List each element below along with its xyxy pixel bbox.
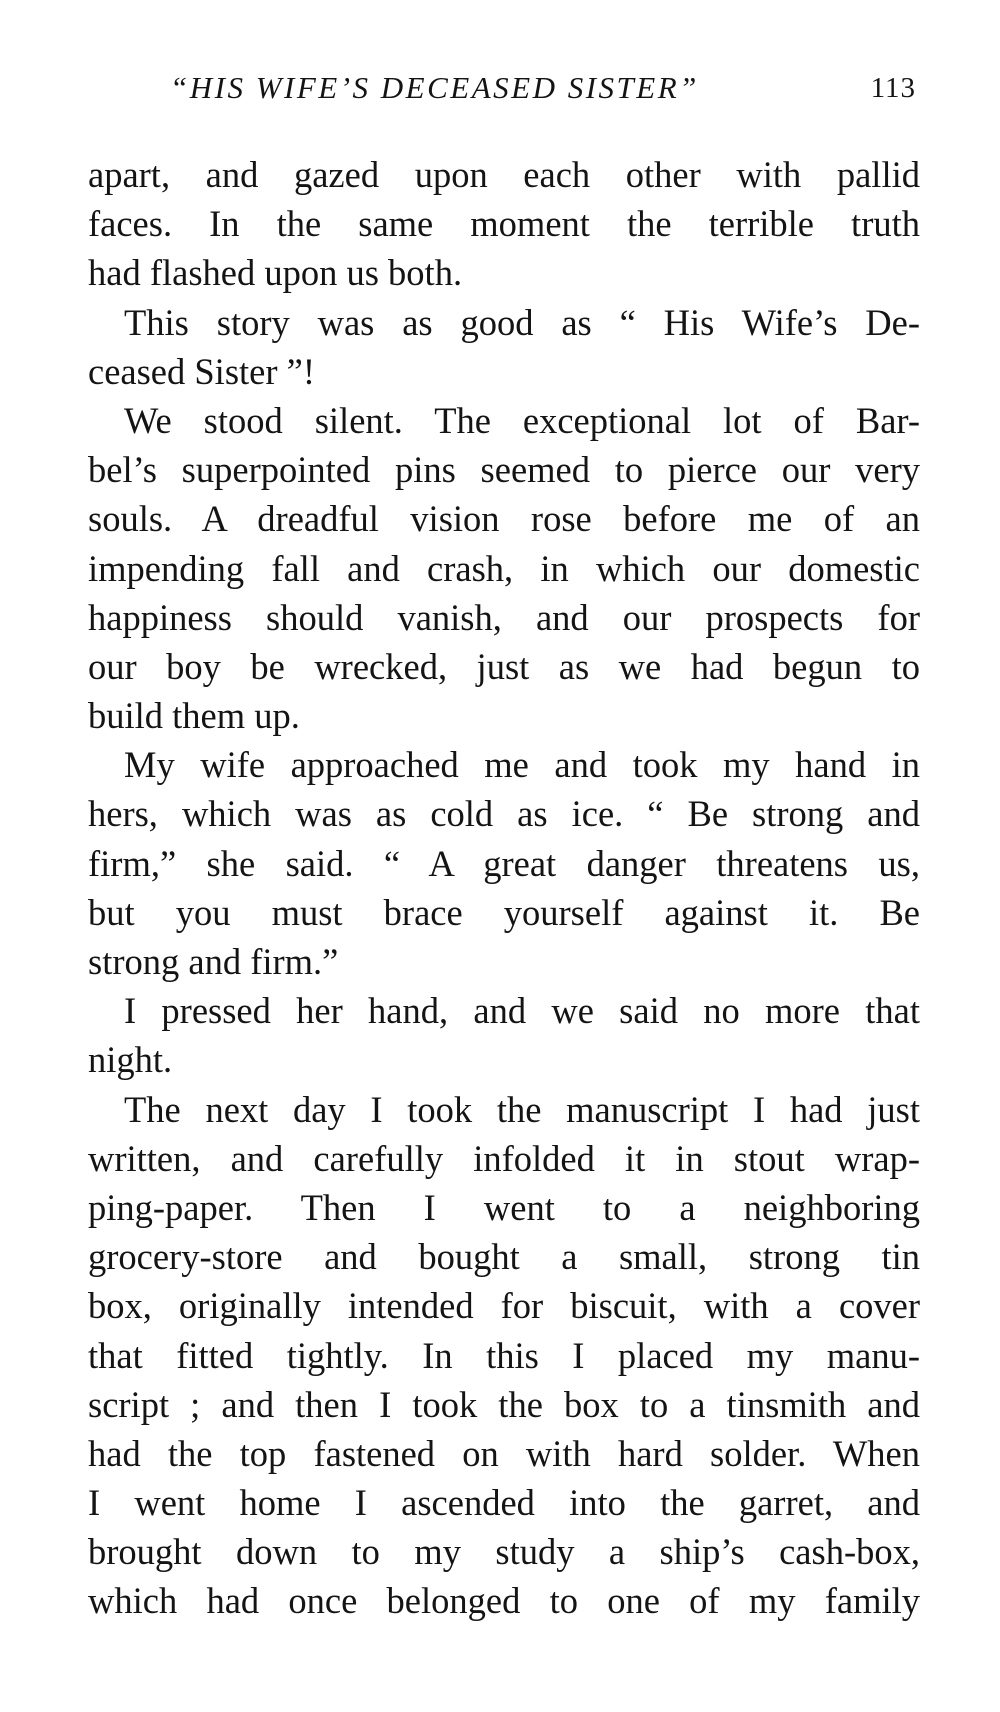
running-head — [88, 70, 920, 114]
text-line: build them up. — [88, 695, 300, 737]
text-line: This story was as good as “ His Wife’s De- — [124, 301, 920, 343]
text-line: night. — [88, 1039, 173, 1081]
text-line: firm,” she said. “ A great danger threatens us, — [88, 842, 920, 884]
text-line: I pressed her hand, and we said no more that — [124, 990, 920, 1032]
text-line: bel’s superpointed pins seemed to pierce our very — [88, 449, 920, 491]
text-line: The next day I took the manuscript I had just — [124, 1088, 920, 1130]
text-line: ping-paper. Then I went to a neighboring — [88, 1186, 920, 1228]
text-line: that fitted tightly. In this I placed my manu- — [88, 1334, 920, 1376]
text-line: I went home I ascended into the garret, and — [88, 1482, 920, 1524]
text-line: written, and carefully infolded it in stout wrap- — [88, 1137, 920, 1179]
text-line: We stood silent. The exceptional lot of Bar- — [124, 399, 920, 441]
text-line: hers, which was as cold as ice. “ Be strong and — [88, 793, 920, 835]
text-line: which had once belonged to one of my family — [88, 1580, 920, 1622]
text-line: happiness should vanish, and our prospects for — [88, 596, 920, 638]
text-line: apart, and gazed upon each other with pallid — [88, 154, 920, 195]
text-line: ceased Sister ”! — [88, 350, 316, 392]
text-line: grocery-store and bought a small, strong tin — [88, 1236, 920, 1278]
page-number: 113 — [870, 72, 916, 104]
body-text — [88, 150, 920, 1626]
text-line: souls. A dreadful vision rose before me of an — [88, 498, 920, 540]
text-line: script ; and then I took the box to a tinsmith and — [88, 1383, 920, 1425]
text-line: had flashed upon us both. — [88, 252, 463, 294]
text-line: brought down to my study a ship’s cash-box, — [88, 1531, 920, 1573]
text-line: had the top fastened on with hard solder. When — [88, 1432, 920, 1474]
running-title: “HIS WIFE’S DECEASED SISTER” — [170, 70, 699, 105]
text-line: faces. In the same moment the terrible truth — [88, 203, 920, 245]
text-line: impending fall and crash, in which our domestic — [88, 547, 920, 589]
text-line: My wife approached me and took my hand in — [124, 744, 920, 786]
text-line: our boy be wrecked, just as we had begun to — [88, 645, 920, 687]
text-line: box, originally intended for biscuit, with a cover — [88, 1285, 920, 1327]
text-line: strong and firm.” — [88, 941, 339, 982]
text-line: but you must brace yourself against it. Be — [88, 891, 920, 933]
